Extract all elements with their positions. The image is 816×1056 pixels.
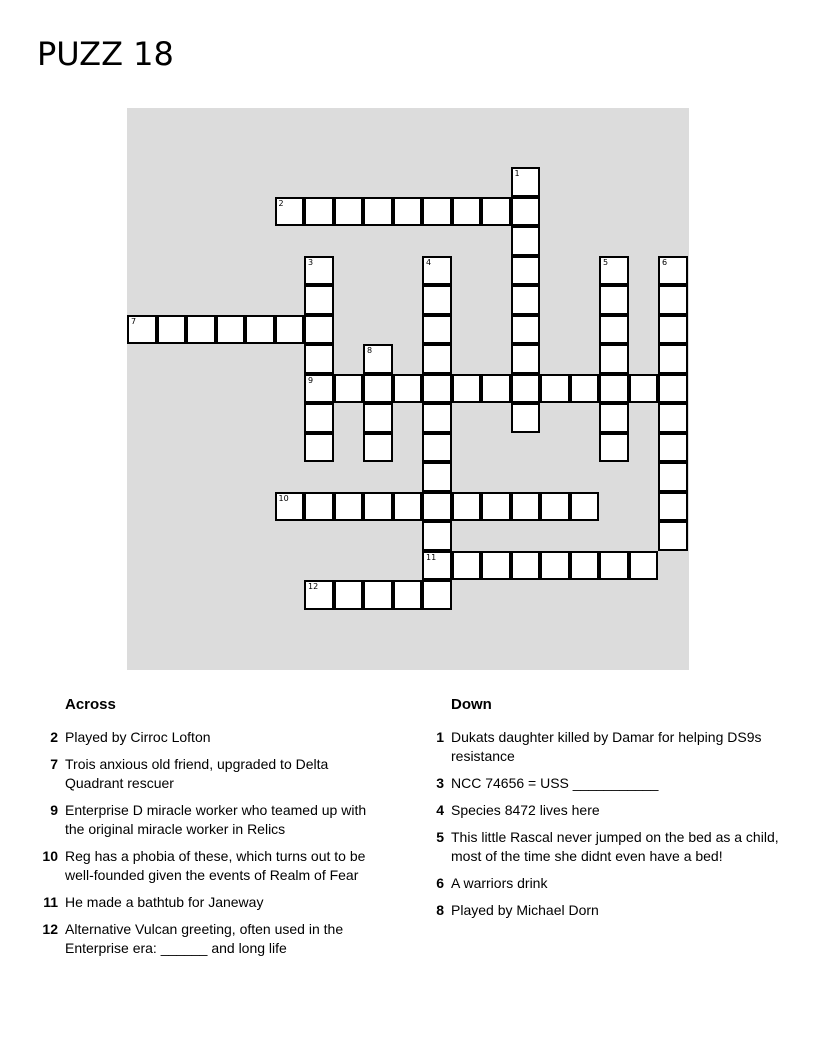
grid-cell[interactable] [304, 197, 334, 227]
grid-cell[interactable] [658, 521, 688, 551]
clue-number: 7 [50, 756, 58, 772]
grid-cell[interactable] [599, 374, 629, 404]
grid-cell[interactable] [452, 492, 482, 522]
grid-cell[interactable] [363, 580, 393, 610]
grid-cell[interactable] [334, 492, 364, 522]
grid-cell[interactable] [422, 521, 452, 551]
grid-cell[interactable] [599, 344, 629, 374]
grid-cell[interactable] [511, 197, 541, 227]
grid-cell[interactable] [658, 315, 688, 345]
grid-cell[interactable] [658, 492, 688, 522]
grid-cell[interactable] [481, 374, 511, 404]
grid-cell[interactable] [304, 492, 334, 522]
grid-cell[interactable] [304, 433, 334, 463]
down-clue [422, 728, 782, 766]
grid-cell[interactable] [629, 374, 659, 404]
grid-cell[interactable] [570, 551, 600, 581]
down-clue [422, 901, 782, 920]
grid-cell[interactable] [422, 374, 452, 404]
grid-cell[interactable] [422, 433, 452, 463]
grid-cell[interactable] [599, 403, 629, 433]
grid-cell[interactable] [363, 374, 393, 404]
grid-cell[interactable] [452, 551, 482, 581]
across-heading: Across [65, 696, 116, 713]
cell-number: 5 [603, 257, 609, 267]
grid-cell[interactable] [275, 315, 305, 345]
grid-cell[interactable] [422, 492, 452, 522]
grid-cell[interactable] [363, 492, 393, 522]
across-clue [36, 893, 376, 912]
grid-cell[interactable] [393, 374, 423, 404]
clue-number: 4 [436, 802, 444, 818]
clue-text: He made a bathtub for Janeway [65, 894, 264, 910]
down-clue [422, 874, 782, 893]
grid-cell[interactable] [422, 285, 452, 315]
cell-number: 2 [278, 198, 284, 208]
grid-cell[interactable] [334, 580, 364, 610]
grid-cell[interactable] [540, 551, 570, 581]
across-clue [36, 847, 376, 885]
grid-cell[interactable] [363, 403, 393, 433]
grid-cell[interactable] [363, 344, 393, 374]
grid-cell[interactable] [334, 374, 364, 404]
cell-number: 3 [308, 257, 314, 267]
down-clue [422, 774, 782, 793]
grid-cell[interactable] [540, 374, 570, 404]
grid-cell[interactable] [393, 197, 423, 227]
across-clue [36, 755, 376, 793]
grid-cell[interactable] [511, 315, 541, 345]
grid-cell[interactable] [422, 580, 452, 610]
grid-cell[interactable] [570, 492, 600, 522]
clue-text: This little Rascal never jumped on the bed as a child, most of the time she didnt even have a bed! [451, 829, 779, 864]
down-clue [422, 828, 782, 866]
clue-text: NCC 74656 = USS ___________ [451, 775, 659, 791]
grid-cell[interactable] [393, 580, 423, 610]
grid-cell[interactable] [658, 374, 688, 404]
clue-number: 6 [436, 875, 444, 891]
clue-text: Reg has a phobia of these, which turns out to be well-founded given the events of Realm of Fear [65, 848, 366, 883]
grid-cell[interactable] [422, 256, 452, 286]
grid-cell[interactable] [599, 433, 629, 463]
clue-text: Trois anxious old friend, upgraded to Delta Quadrant rescuer [65, 756, 329, 791]
cell-number: 7 [131, 316, 137, 326]
cell-number: 4 [426, 257, 432, 267]
grid-cell[interactable] [511, 167, 541, 197]
clue-number: 10 [42, 848, 58, 864]
grid-cell[interactable] [511, 492, 541, 522]
grid-cell[interactable] [304, 344, 334, 374]
grid-cell[interactable] [570, 374, 600, 404]
grid-cell[interactable] [481, 492, 511, 522]
clue-number: 1 [436, 729, 444, 745]
down-clues [422, 694, 782, 928]
across-clue [36, 728, 376, 747]
grid-cell[interactable] [157, 315, 187, 345]
grid-cell[interactable] [422, 403, 452, 433]
grid-cell[interactable] [422, 344, 452, 374]
grid-cell[interactable] [511, 551, 541, 581]
grid-cell[interactable] [658, 433, 688, 463]
grid-cell[interactable] [511, 226, 541, 256]
down-heading: Down [451, 696, 492, 713]
grid-cell[interactable] [658, 462, 688, 492]
grid-cell[interactable] [511, 285, 541, 315]
across-clue [36, 920, 376, 958]
grid-cell[interactable] [422, 315, 452, 345]
cell-number: 9 [308, 375, 314, 385]
grid-cell[interactable] [304, 580, 334, 610]
clue-number: 11 [43, 894, 58, 910]
grid-cell[interactable] [275, 492, 305, 522]
grid-cell[interactable] [393, 492, 423, 522]
clue-text: Species 8472 lives here [451, 802, 600, 818]
grid-cell[interactable] [304, 315, 334, 345]
across-clue [36, 801, 376, 839]
grid-cell[interactable] [658, 285, 688, 315]
cell-number: 12 [308, 582, 319, 591]
grid-cell[interactable] [452, 374, 482, 404]
grid-cell[interactable] [363, 433, 393, 463]
grid-cell[interactable] [127, 315, 157, 345]
down-clue [422, 801, 782, 820]
grid-cell[interactable] [658, 256, 688, 286]
grid-cell[interactable] [599, 256, 629, 286]
grid-cell[interactable] [511, 403, 541, 433]
grid-cell[interactable] [422, 197, 452, 227]
clue-number: 9 [50, 802, 58, 818]
cell-number: 1 [514, 169, 520, 178]
clue-number: 12 [42, 921, 58, 937]
grid-cell[interactable] [216, 315, 246, 345]
grid-cell[interactable] [275, 197, 305, 227]
clue-text: Dukats daughter killed by Damar for helping DS9s resistance [451, 729, 762, 764]
clue-text: Enterprise D miracle worker who teamed up with the original miracle worker in Relics [65, 802, 367, 837]
grid-cell[interactable] [304, 256, 334, 286]
cell-number: 10 [278, 493, 289, 503]
grid-cell[interactable] [540, 492, 570, 522]
grid-cell[interactable] [658, 344, 688, 374]
grid-cell[interactable] [304, 285, 334, 315]
grid-cell[interactable] [599, 551, 629, 581]
across-clues [36, 694, 376, 966]
clue-text: Played by Michael Dorn [451, 902, 599, 918]
grid-cell[interactable] [422, 551, 452, 581]
grid-cell[interactable] [452, 197, 482, 227]
grid-cell[interactable] [304, 403, 334, 433]
grid-cell[interactable] [658, 403, 688, 433]
grid-cell[interactable] [599, 315, 629, 345]
clue-number: 3 [436, 775, 444, 791]
grid-cell[interactable] [511, 374, 541, 404]
grid-cell[interactable] [245, 315, 275, 345]
grid-cell[interactable] [304, 374, 334, 404]
cell-number: 8 [367, 346, 373, 355]
grid-cell[interactable] [599, 285, 629, 315]
clue-text: Alternative Vulcan greeting, often used in the Enterprise era: ______ and long life [65, 921, 344, 956]
clue-text: A warriors drink [451, 875, 548, 891]
grid-cell[interactable] [422, 462, 452, 492]
clue-text: Played by Cirroc Lofton [65, 729, 211, 745]
clue-number: 8 [436, 902, 444, 918]
cell-number: 11 [426, 552, 437, 562]
grid-cell[interactable] [481, 551, 511, 581]
clue-number: 5 [436, 829, 444, 845]
cell-number: 6 [662, 257, 668, 267]
grid-cell[interactable] [629, 551, 659, 581]
grid-cell[interactable] [481, 197, 511, 227]
grid-cell[interactable] [334, 197, 364, 227]
puzzle-title: PUZZ 18 [37, 35, 174, 73]
grid-cell[interactable] [186, 315, 216, 345]
grid-cell[interactable] [511, 344, 541, 374]
grid-cell[interactable] [511, 256, 541, 286]
crossword-grid [127, 108, 689, 670]
grid-cell[interactable] [363, 197, 393, 227]
clue-number: 2 [50, 729, 58, 745]
